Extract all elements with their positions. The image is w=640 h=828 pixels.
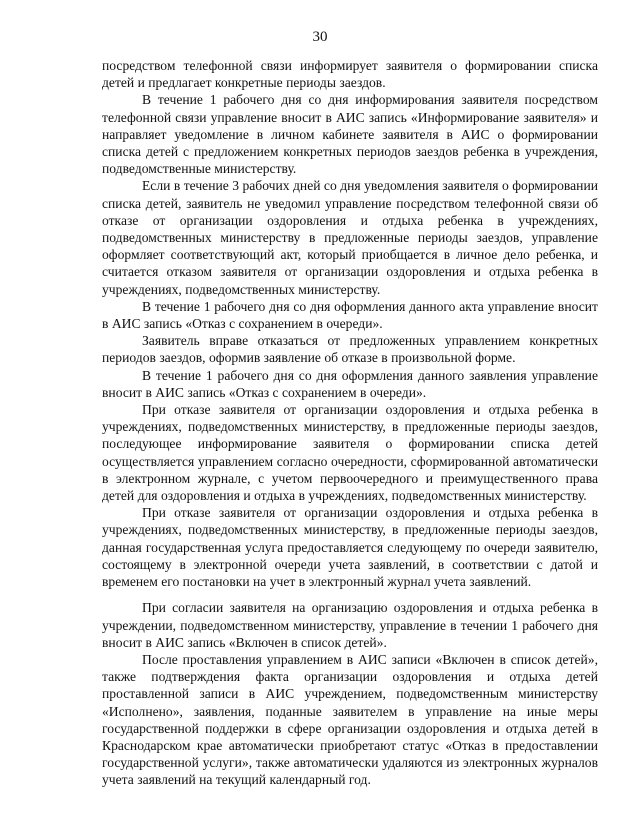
paragraph-subsequent-informing: При отказе заявителя от организации оздоровления и отдыха ребенка в учреждениях, подведомственных министерству, в предложенные периоды заездов, последующее информирование заявителя о формировании списка детей осуществляется управлением согласно очередности, сформированной автоматически в электронном журнале, с учетом первоочередного и преимущественного права детей для оздоровления и отдыха в учреждениях, подведомственных министерству.: [102, 402, 598, 504]
paragraph-continuation: посредством телефонной связи информирует заявителя о формировании списка детей и предлагает конкретные периоды заездов.: [102, 58, 598, 91]
paragraph-next-applicant: При отказе заявителя от организации оздоровления и отдыха ребенка в учреждениях, подведомственных министерству, в предложенные периоды заездов, данная государственная услуга предоставляется следующему по очереди заявителю, состоящему в электронной очереди учета заявлений, в соответствии с датой и временем его постановки на учет в электронный журнал учета заявлений.: [102, 505, 598, 590]
document-body: [102, 57, 598, 789]
paragraph-informing-record: В течение 1 рабочего дня со дня информирования заявителя посредством телефонной связи управление вносит в АИС запись «Информирование заявителя» и направляет уведомление в личном кабинете заявителя в АИС о формировании списка детей с предложением конкретных периодов заездов ребенка в учреждения, подведомственные министерству.: [102, 92, 598, 177]
paragraph-no-response-act: Если в течение 3 рабочих дней со дня уведомления заявителя о формировании списка детей, заявитель не уведомил управление посредством телефонной связи об отказе от организации оздоровления и отдыха ребенка в учреждениях, подведомственных министерству в предложенные периоды заездов, управление оформляет соответствующий акт, который приобщается в личное дело ребенка, и считается отказом заявителя от организации оздоровления и отдыха ребенка в учреждениях, подведомственных министерству.: [102, 178, 598, 297]
paragraph-act-record: В течение 1 рабочего дня со дня оформления данного акта управление вносит в АИС запись «Отказ с сохранением в очереди».: [102, 298, 598, 332]
page-number: 30: [312, 29, 328, 45]
paragraph-refusal-record: В течение 1 рабочего дня со дня оформления данного заявления управление вносит в АИС запись «Отказ с сохранением в очереди».: [102, 367, 598, 400]
paragraph-after-inclusion: После проставления управлением в АИС записи «Включен в список детей», также подтверждения факта организации оздоровления и отдыха детей проставленной записи в АИС учреждением, подведомственным министерству «Исполнено», заявления, поданные заявителем в управление на иные меры государственной поддержки в сфере организации оздоровления и отдыха детей в Краснодарском крае автоматически приобретают статус «Отказ в предоставлении государственной услуги», также автоматически удаляются из электронных журналов учета заявлений на текущий календарный год.: [102, 651, 598, 788]
paragraph-right-to-refuse: Заявитель вправе отказаться от предложенных управлением конкретных периодов заездов, оформив заявление об отказе в произвольной форме.: [102, 333, 598, 366]
paragraph-consent: При согласии заявителя на организацию оздоровления и отдыха ребенка в учреждении, подведомственном министерству, управление в течении 1 рабочего дня вносит в АИС запись «Включен в список детей».: [102, 600, 598, 650]
